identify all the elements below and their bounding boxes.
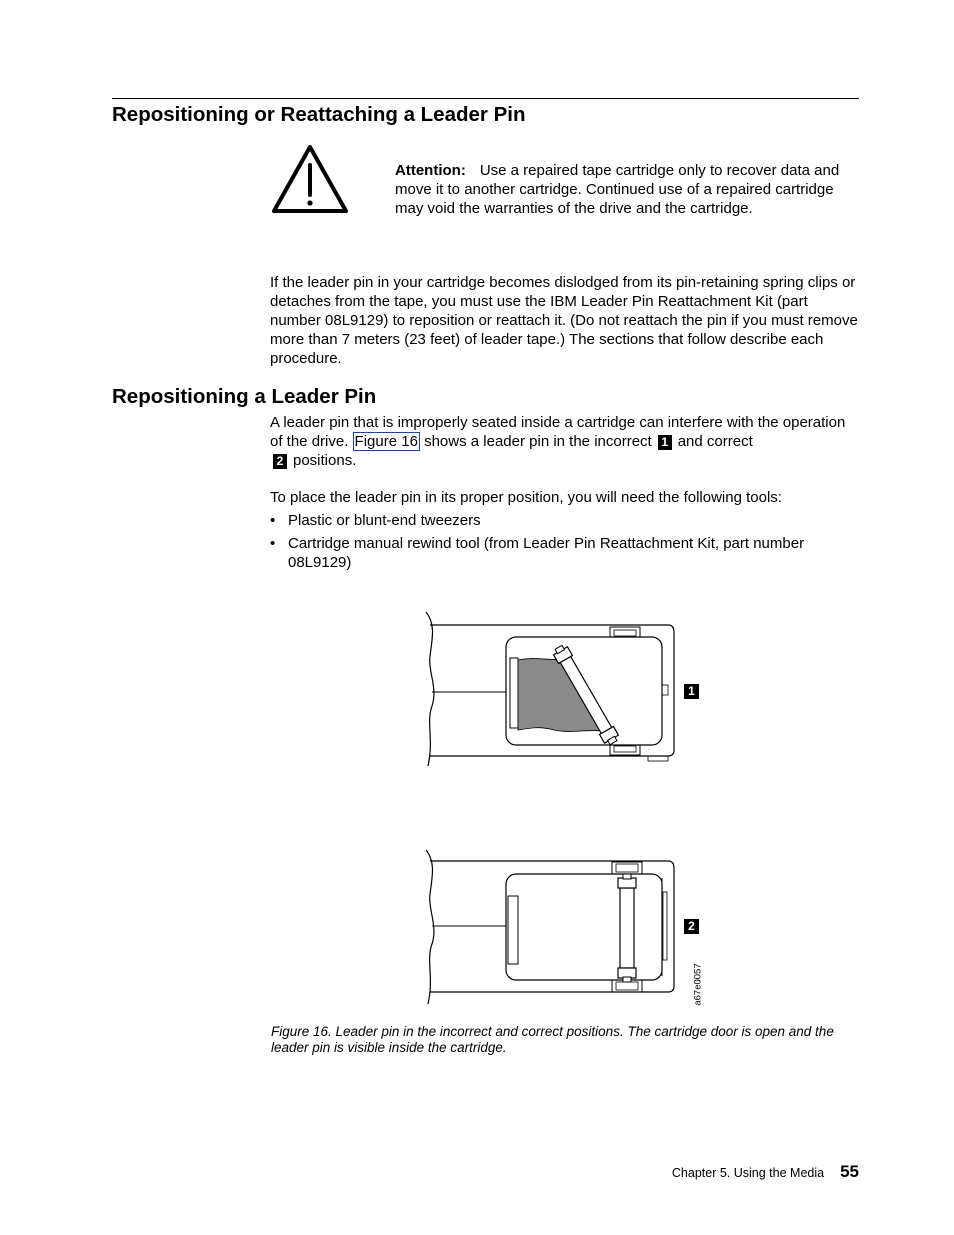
- section-title: Repositioning or Reattaching a Leader Pin: [112, 103, 526, 126]
- seated-paragraph: [270, 413, 860, 470]
- warning-triangle-icon: [270, 143, 350, 215]
- seated-text-after-link: shows a leader pin in the incorrect: [419, 433, 652, 450]
- seated-text-middle: and correct: [677, 433, 753, 450]
- figure-16-link[interactable]: Figure 16: [354, 433, 418, 450]
- page-number: 55: [840, 1162, 859, 1181]
- callout-2-badge: 2: [273, 454, 287, 469]
- figure-callout-1: 1: [684, 684, 699, 699]
- bullet: •: [270, 535, 276, 552]
- tools-list: [270, 511, 860, 576]
- page-footer: [672, 1162, 859, 1183]
- attention-label: Attention:: [395, 162, 466, 179]
- subsection-title: Repositioning a Leader Pin: [112, 385, 377, 408]
- tool-item-text: Plastic or blunt-end tweezers: [288, 512, 481, 529]
- footer-chapter: Chapter 5. Using the Media: [671, 1166, 825, 1180]
- cartridge-correct-pin-illustration: [420, 848, 685, 1008]
- header-rule: [112, 98, 859, 99]
- seated-text-start: A leader pin that is improperly seated inside a cartridge can interfere with the operation of the drive.: [270, 414, 846, 450]
- figure-art-code: [691, 965, 707, 1009]
- attention-text: Use a repaired tape cartridge only to recover data and move it to another cartridge. Continued use of a repaired cartridge may void the warranties of the drive and the cartridge.: [395, 162, 840, 217]
- figure-caption: Figure 16. Leader pin in the incorrect and correct positions. The cartridge door is open and the leader pin is visible inside the cartridge.: [271, 1024, 834, 1055]
- attention-notice: [395, 161, 855, 218]
- list-item: [270, 534, 860, 572]
- bullet: •: [270, 512, 276, 529]
- figure-callout-2: 2: [684, 919, 699, 934]
- intro-paragraph: If the leader pin in your cartridge becomes dislodged from its pin-retaining spring clips or detaches from the tape, you must use the IBM Leader Pin Reattachment Kit (part number 08L9129) to reposition or reattach it. (Do not reattach the pin if you must remove more than 7 meters (23 feet) of leader tape.) The sections that follow describe each procedure.: [270, 274, 858, 367]
- seated-text-end: positions.: [293, 452, 357, 469]
- callout-1-badge: 1: [658, 435, 672, 450]
- tool-item-text: Cartridge manual rewind tool (from Leader Pin Reattachment Kit, part number 08L9129): [288, 535, 805, 571]
- figure-art-code-text: a67e0057: [692, 963, 704, 1006]
- tools-intro: To place the leader pin in its proper position, you will need the following tools:: [270, 489, 782, 506]
- list-item: [270, 511, 860, 530]
- cartridge-incorrect-pin-illustration: [420, 610, 685, 770]
